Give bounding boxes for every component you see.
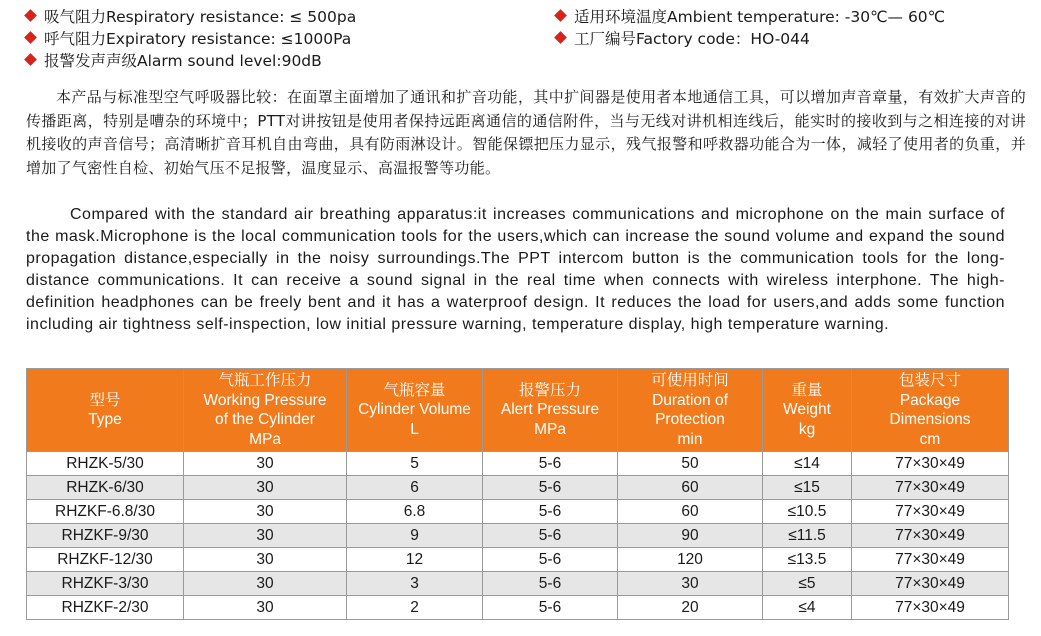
spec-respiratory-resistance: 吸气阻力Respiratory resistance: ≤ 500pa <box>26 6 356 28</box>
cell-type: RHZK-5/30 <box>27 452 184 476</box>
cell-weight: ≤14 <box>763 452 852 476</box>
spec-factory-code: 工厂编号Factory code：HO-044 <box>556 28 810 50</box>
cell-type: RHZK-6/30 <box>27 476 184 500</box>
diamond-bullet-icon <box>24 53 37 66</box>
cell-alert-pressure: 5-6 <box>483 524 618 548</box>
cell-cylinder-volume: 6 <box>347 476 483 500</box>
cell-duration: 120 <box>618 548 763 572</box>
cell-weight: ≤13.5 <box>763 548 852 572</box>
table-row <box>27 452 1009 476</box>
diamond-bullet-icon <box>554 31 567 44</box>
cell-alert-pressure: 5-6 <box>483 596 618 620</box>
cell-type: RHZKF-3/30 <box>27 572 184 596</box>
cell-type: RHZKF-12/30 <box>27 548 184 572</box>
cell-weight: ≤4 <box>763 596 852 620</box>
table-header-row <box>27 369 1009 452</box>
table-row <box>27 548 1009 572</box>
cell-cylinder-volume: 2 <box>347 596 483 620</box>
column-header-duration: 可使用时间 Duration of Protection min <box>618 369 763 452</box>
cell-cylinder-volume: 5 <box>347 452 483 476</box>
product-spec-table <box>26 368 1009 620</box>
cell-alert-pressure: 5-6 <box>483 548 618 572</box>
cell-package-dimensions: 77×30×49 <box>852 596 1009 620</box>
column-header-cylinder-volume: 气瓶容量 Cylinder Volume L <box>347 369 483 452</box>
table-row <box>27 572 1009 596</box>
column-header-alert-pressure: 报警压力 Alert Pressure MPa <box>483 369 618 452</box>
cell-cylinder-volume: 3 <box>347 572 483 596</box>
cell-cylinder-volume: 9 <box>347 524 483 548</box>
diamond-bullet-icon <box>24 9 37 22</box>
table-row <box>27 476 1009 500</box>
cell-working-pressure: 30 <box>184 524 347 548</box>
cell-type: RHZKF-2/30 <box>27 596 184 620</box>
cell-cylinder-volume: 6.8 <box>347 500 483 524</box>
column-header-package-dimensions: 包装尺寸 Package Dimensions cm <box>852 369 1009 452</box>
cell-duration: 90 <box>618 524 763 548</box>
spec-ambient-temperature: 适用环境温度Ambient temperature: -30℃— 60℃ <box>556 6 945 28</box>
cell-duration: 20 <box>618 596 763 620</box>
cell-package-dimensions: 77×30×49 <box>852 548 1009 572</box>
cell-alert-pressure: 5-6 <box>483 452 618 476</box>
cell-alert-pressure: 5-6 <box>483 500 618 524</box>
cell-alert-pressure: 5-6 <box>483 572 618 596</box>
description-english: Compared with the standard air breathing apparatus:it increases communications and microphone on the main surface of the mask.Microphone is the local communication tools for the users,which can increase the sound volume and expand the sound propagation distance,especially in the noisy surroundings.The PPT intercom button is the communication tools for the long-distance communications. It can receive a sound signal in the real time when connects with wireless interphone. The high-definition headphones can be freely bent and it has a waterproof design. It reduces the load for users,and adds some function including air tightness self-inspection, low initial pressure warning, temperature display, high temperature warning. <box>26 206 1005 333</box>
cell-type: RHZKF-9/30 <box>27 524 184 548</box>
cell-working-pressure: 30 <box>184 452 347 476</box>
cell-alert-pressure: 5-6 <box>483 476 618 500</box>
cell-type: RHZKF-6.8/30 <box>27 500 184 524</box>
cell-package-dimensions: 77×30×49 <box>852 572 1009 596</box>
cell-weight: ≤10.5 <box>763 500 852 524</box>
table-row <box>27 524 1009 548</box>
cell-duration: 60 <box>618 476 763 500</box>
column-header-weight: 重量 Weight kg <box>763 369 852 452</box>
cell-working-pressure: 30 <box>184 476 347 500</box>
diamond-bullet-icon <box>554 9 567 22</box>
spec-expiratory-resistance: 呼气阻力Expiratory resistance: ≤1000Pa <box>26 28 351 50</box>
table-row <box>27 500 1009 524</box>
specifications-list <box>0 6 1041 78</box>
description-chinese: 本产品与标准型空气呼吸器比较：在面罩主面增加了通讯和扩音功能，其中扩间器是使用者本地通信工具，可以增加声音章量，有效扩大声音的传播距离，特别是嘈杂的环境中；PTT对讲按钮是使用者保持远距离通信的通信附件，当与无线对讲机相连线后，能实时的接收到与之相连接的对讲机接收的声音信号；高清晰扩音耳机自由弯曲，具有防雨淋设计。智能保镖把压力显示，残气报警和呼救器功能合为一体，减轻了使用者的负重，并增加了气密性自检、初始气压不足报警，温度显示、高温报警等功能。 <box>26 88 1026 177</box>
cell-cylinder-volume: 12 <box>347 548 483 572</box>
cell-duration: 30 <box>618 572 763 596</box>
spec-alarm-sound-level: 报警发声声级Alarm sound level:90dB <box>26 50 322 72</box>
cell-working-pressure: 30 <box>184 500 347 524</box>
cell-working-pressure: 30 <box>184 548 347 572</box>
column-header-type: 型号 Type <box>27 369 184 452</box>
cell-package-dimensions: 77×30×49 <box>852 524 1009 548</box>
cell-package-dimensions: 77×30×49 <box>852 500 1009 524</box>
table-row <box>27 596 1009 620</box>
cell-working-pressure: 30 <box>184 596 347 620</box>
cell-duration: 60 <box>618 500 763 524</box>
cell-duration: 50 <box>618 452 763 476</box>
cell-weight: ≤15 <box>763 476 852 500</box>
cell-weight: ≤5 <box>763 572 852 596</box>
cell-weight: ≤11.5 <box>763 524 852 548</box>
cell-package-dimensions: 77×30×49 <box>852 476 1009 500</box>
column-header-working-pressure: 气瓶工作压力 Working Pressure of the Cylinder MPa <box>184 369 347 452</box>
cell-working-pressure: 30 <box>184 572 347 596</box>
cell-package-dimensions: 77×30×49 <box>852 452 1009 476</box>
diamond-bullet-icon <box>24 31 37 44</box>
